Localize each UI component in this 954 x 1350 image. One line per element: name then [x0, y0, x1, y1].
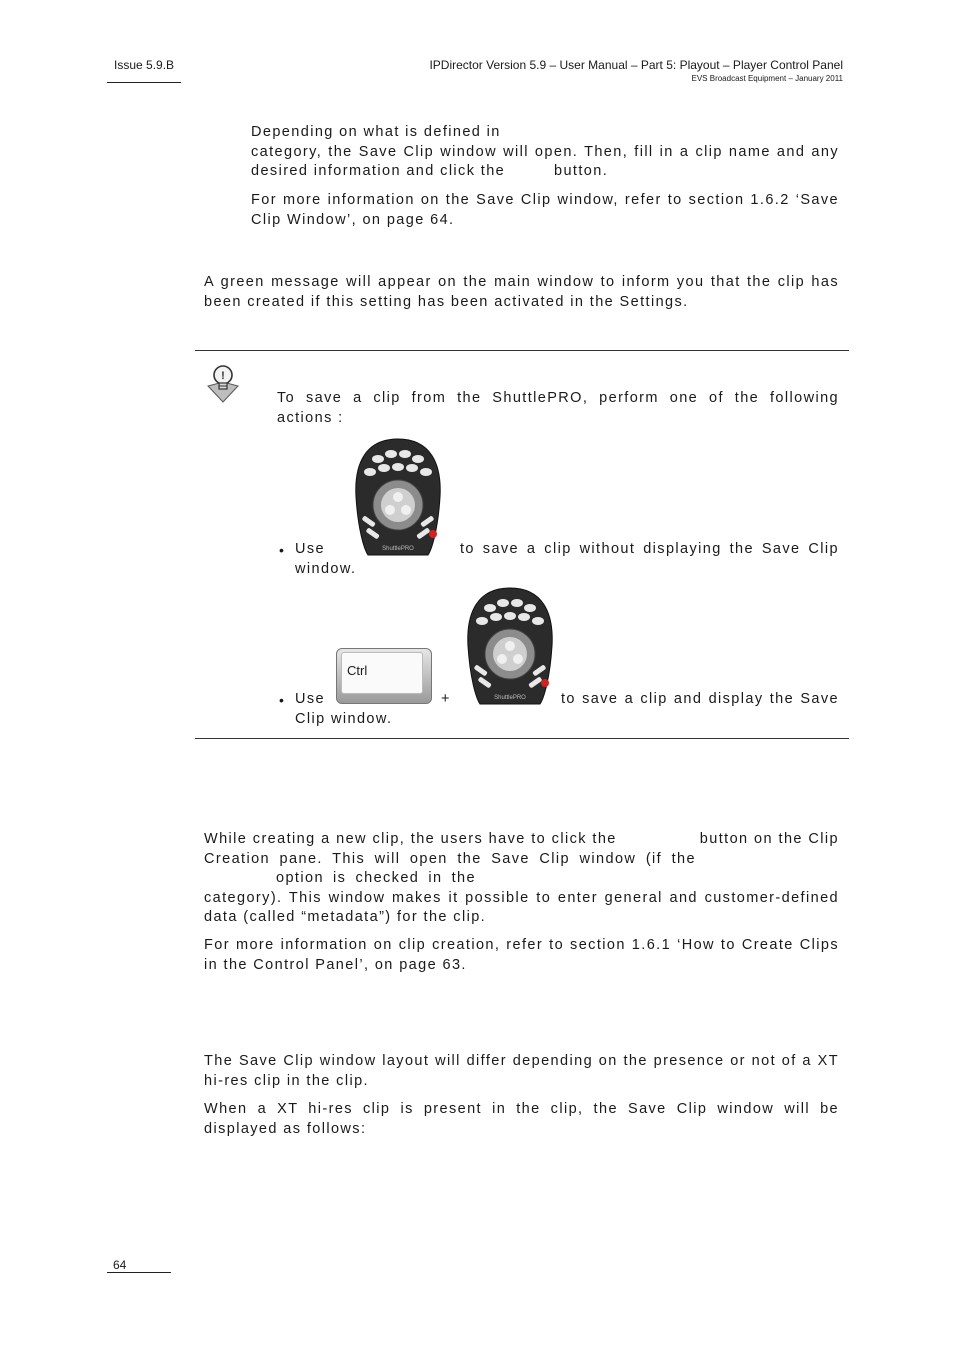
text-line: to save a clip and display the Save — [561, 691, 839, 707]
device-brand-label: ShuttlePRO — [494, 695, 526, 701]
svg-text:!: ! — [221, 370, 225, 382]
issue-label: Issue 5.9.B — [114, 58, 175, 72]
text-line: While creating a new clip, the users have to click the button on the Clip — [204, 831, 839, 847]
text-plus: + — [441, 691, 451, 707]
text-line: hi-res clip in the clip. — [204, 1072, 369, 1089]
text-line: Clip Window’, on page 64. — [251, 211, 455, 228]
device-brand-label: ShuttlePRO — [382, 546, 414, 552]
footer-rule — [107, 1272, 171, 1273]
paragraph-more-info-clip-creation — [204, 936, 839, 975]
bullet-dot: • — [279, 692, 284, 708]
bullet-dot: • — [279, 542, 284, 558]
note-top-rule — [195, 350, 849, 351]
text-line: category). This window makes it possible to enter general and customer-defined — [204, 889, 839, 906]
shuttlepro-device-image — [464, 586, 556, 706]
document-subtitle: EVS Broadcast Equipment – January 2011 — [691, 74, 843, 83]
paragraph-save-clip-open — [251, 123, 839, 182]
text-line: been created if this setting has been activated in the Settings. — [204, 293, 689, 310]
ctrl-key-label: Ctrl — [347, 663, 368, 678]
text-line: A green message will appear on the main window to inform you that the clip has — [204, 274, 839, 290]
text-line: to save a clip without displaying the Save Clip — [460, 541, 839, 557]
paragraph-more-info-save-clip — [251, 191, 839, 230]
page-number: 64 — [113, 1258, 127, 1272]
note-intro — [277, 389, 839, 428]
text-line: When a XT hi-res clip is present in the clip, the Save Clip window will be — [204, 1101, 839, 1117]
text-line: desired information and click the button. — [251, 163, 609, 179]
paragraph-layout-differs — [204, 1052, 839, 1091]
text-line: Clip window. — [295, 710, 393, 727]
text-use: Use — [295, 541, 325, 557]
text-line: Creation pane. This will open the Save Clip window (if the — [204, 850, 696, 867]
ctrl-key-image — [336, 648, 432, 704]
note-bottom-rule — [195, 738, 849, 739]
text-line: actions : — [277, 409, 344, 426]
text-line: The Save Clip window layout will differ depending on the presence or not of a XT — [204, 1053, 839, 1069]
text-use: Use — [295, 691, 325, 707]
document-title: IPDirector Version 5.9 – User Manual – Part 5: Playout – Player Control Panel — [429, 58, 843, 72]
lightbulb-tip-icon — [206, 362, 240, 404]
text-line: displayed as follows: — [204, 1120, 367, 1137]
text-line: data (called “metadata”) for the clip. — [204, 909, 487, 925]
text-line: To save a clip from the ShuttlePRO, perform one of the following — [277, 390, 839, 406]
paragraph-clip-creation — [204, 830, 839, 928]
text-line: option is checked in the — [276, 870, 476, 886]
text-line: in the Control Panel’, on page 63. — [204, 956, 467, 973]
shuttlepro-device-image — [352, 437, 444, 557]
text-line: For more information on clip creation, refer to section 1.6.1 ‘How to Create Clips — [204, 937, 839, 953]
text-line: For more information on the Save Clip window, refer to section 1.6.2 ‘Save — [251, 192, 839, 208]
text-line: Depending on what is defined in — [251, 124, 501, 140]
text-line: category, the Save Clip window will open. Then, fill in a clip name and any — [251, 143, 839, 160]
paragraph-xt-hires-present — [204, 1100, 839, 1139]
header-rule — [107, 82, 181, 83]
text-line: window. — [295, 560, 357, 577]
paragraph-green-message — [204, 273, 839, 312]
